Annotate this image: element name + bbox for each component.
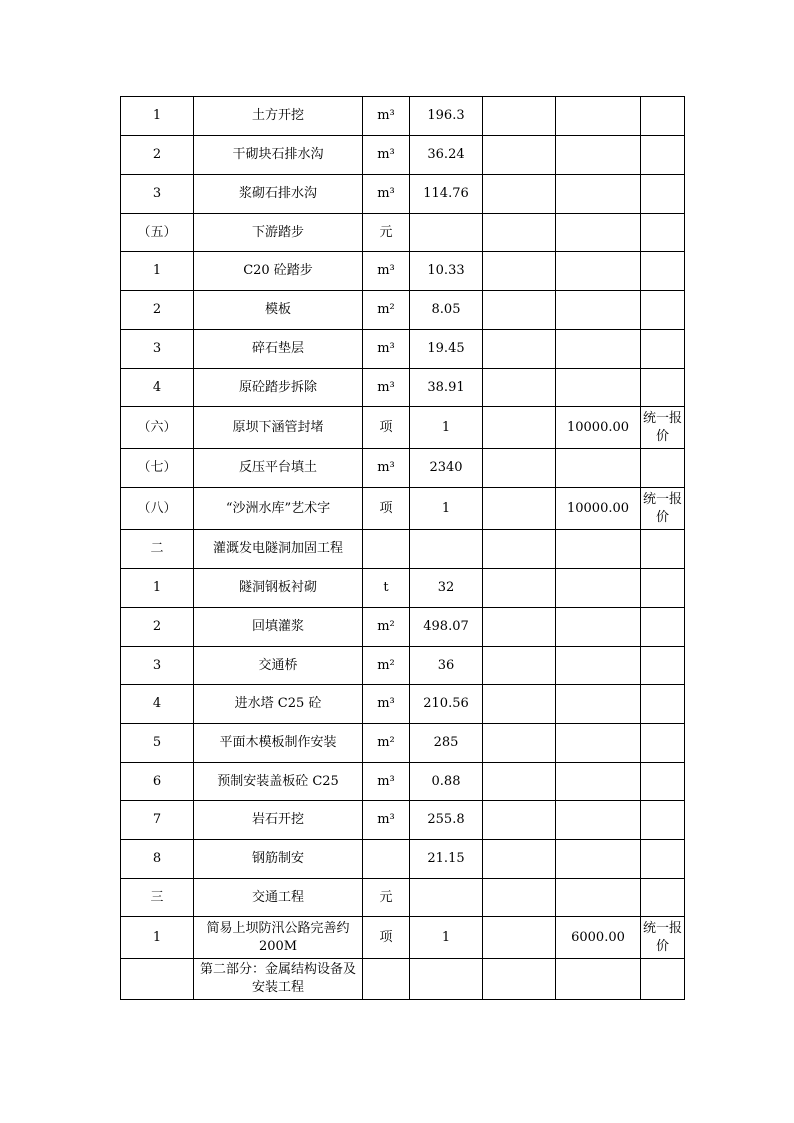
item-total (556, 569, 641, 608)
item-unit-price (483, 917, 556, 959)
item-quantity: 1 (410, 407, 483, 449)
item-quantity: 36.24 (410, 136, 483, 175)
item-total (556, 136, 641, 175)
item-note (641, 840, 685, 879)
item-total: 10000.00 (556, 407, 641, 449)
item-number: 5 (121, 724, 194, 763)
item-number: 8 (121, 840, 194, 879)
item-unit (363, 959, 410, 1000)
item-total (556, 97, 641, 136)
item-unit-price (483, 685, 556, 724)
item-unit-price (483, 369, 556, 407)
item-unit-price (483, 214, 556, 252)
item-number: 1 (121, 252, 194, 291)
item-note (641, 801, 685, 840)
item-quantity: 196.3 (410, 97, 483, 136)
item-total (556, 369, 641, 407)
item-number: （八） (121, 488, 194, 530)
item-quantity: 1 (410, 488, 483, 530)
item-unit: 项 (363, 488, 410, 530)
item-name: 交通桥 (194, 647, 363, 685)
item-unit: m³ (363, 330, 410, 369)
table-row (121, 252, 685, 291)
item-quantity (410, 530, 483, 569)
table-row (121, 763, 685, 801)
item-unit: m³ (363, 136, 410, 175)
item-unit: m³ (363, 175, 410, 214)
item-unit-price (483, 724, 556, 763)
table-row (121, 369, 685, 407)
item-note (641, 685, 685, 724)
item-unit-price (483, 449, 556, 488)
item-name: 进水塔 C25 砼 (194, 685, 363, 724)
item-quantity: 255.8 (410, 801, 483, 840)
item-total (556, 330, 641, 369)
item-unit-price (483, 840, 556, 879)
item-unit-price (483, 136, 556, 175)
item-unit-price (483, 252, 556, 291)
item-note (641, 291, 685, 330)
item-number: 6 (121, 763, 194, 801)
item-number: （五） (121, 214, 194, 252)
item-total (556, 959, 641, 1000)
item-number: 三 (121, 879, 194, 917)
item-total (556, 214, 641, 252)
table-row (121, 801, 685, 840)
item-total (556, 840, 641, 879)
item-unit: m² (363, 724, 410, 763)
item-total (556, 252, 641, 291)
item-total (556, 608, 641, 647)
table-row (121, 97, 685, 136)
table-row (121, 449, 685, 488)
item-quantity: 32 (410, 569, 483, 608)
item-unit-price (483, 97, 556, 136)
item-number: （六） (121, 407, 194, 449)
item-note (641, 879, 685, 917)
item-name: 交通工程 (194, 879, 363, 917)
item-total: 10000.00 (556, 488, 641, 530)
item-number: 3 (121, 175, 194, 214)
item-name: C20 砼踏步 (194, 252, 363, 291)
item-number (121, 959, 194, 1000)
item-number: 2 (121, 136, 194, 175)
table-row (121, 214, 685, 252)
item-name: “沙洲水库”艺术字 (194, 488, 363, 530)
item-note (641, 136, 685, 175)
bill-of-quantities-table (120, 96, 685, 1000)
item-number: 二 (121, 530, 194, 569)
table-row (121, 685, 685, 724)
item-total (556, 763, 641, 801)
item-unit-price (483, 608, 556, 647)
item-unit-price (483, 488, 556, 530)
item-quantity: 0.88 (410, 763, 483, 801)
item-quantity: 2340 (410, 449, 483, 488)
item-name: 平面木模板制作安装 (194, 724, 363, 763)
item-note (641, 763, 685, 801)
item-name: 下游踏步 (194, 214, 363, 252)
item-quantity: 38.91 (410, 369, 483, 407)
item-total (556, 724, 641, 763)
item-unit: m³ (363, 252, 410, 291)
item-number: 1 (121, 97, 194, 136)
table-row (121, 917, 685, 959)
item-note (641, 530, 685, 569)
item-unit-price (483, 291, 556, 330)
item-note: 统一报价 (641, 488, 685, 530)
item-number: 3 (121, 330, 194, 369)
item-quantity: 210.56 (410, 685, 483, 724)
item-unit: m³ (363, 369, 410, 407)
item-unit-price (483, 763, 556, 801)
item-name: 模板 (194, 291, 363, 330)
item-note (641, 959, 685, 1000)
item-unit: m³ (363, 685, 410, 724)
item-quantity: 10.33 (410, 252, 483, 291)
item-total (556, 879, 641, 917)
item-quantity (410, 959, 483, 1000)
item-unit (363, 840, 410, 879)
item-quantity: 8.05 (410, 291, 483, 330)
item-number: （七） (121, 449, 194, 488)
item-total (556, 291, 641, 330)
item-unit: 项 (363, 407, 410, 449)
table-row (121, 608, 685, 647)
item-total (556, 647, 641, 685)
item-quantity (410, 214, 483, 252)
item-quantity: 498.07 (410, 608, 483, 647)
table-row (121, 959, 685, 1000)
item-unit-price (483, 407, 556, 449)
item-quantity: 21.15 (410, 840, 483, 879)
item-total (556, 801, 641, 840)
item-name: 回填灌浆 (194, 608, 363, 647)
item-unit: m³ (363, 801, 410, 840)
item-unit-price (483, 959, 556, 1000)
item-name: 简易上坝防汛公路完善约200M (194, 917, 363, 959)
table-row (121, 291, 685, 330)
item-unit: m² (363, 291, 410, 330)
item-unit-price (483, 569, 556, 608)
item-unit-price (483, 647, 556, 685)
item-name: 灌溉发电隧洞加固工程 (194, 530, 363, 569)
item-unit-price (483, 330, 556, 369)
item-name: 干砌块石排水沟 (194, 136, 363, 175)
item-total (556, 530, 641, 569)
item-total (556, 449, 641, 488)
item-unit-price (483, 801, 556, 840)
item-unit: 元 (363, 214, 410, 252)
item-unit: m³ (363, 449, 410, 488)
item-note: 统一报价 (641, 407, 685, 449)
item-unit: m² (363, 608, 410, 647)
item-unit: m³ (363, 97, 410, 136)
item-name: 岩石开挖 (194, 801, 363, 840)
item-number: 4 (121, 685, 194, 724)
item-note (641, 330, 685, 369)
table-row (121, 840, 685, 879)
item-quantity: 1 (410, 917, 483, 959)
table-row (121, 136, 685, 175)
item-number: 2 (121, 608, 194, 647)
item-name: 反压平台填土 (194, 449, 363, 488)
table-row (121, 488, 685, 530)
table-row (121, 569, 685, 608)
item-unit-price (483, 530, 556, 569)
item-note (641, 252, 685, 291)
item-number: 1 (121, 569, 194, 608)
table-row (121, 407, 685, 449)
item-unit: m² (363, 647, 410, 685)
item-unit: 元 (363, 879, 410, 917)
item-note (641, 647, 685, 685)
item-number: 1 (121, 917, 194, 959)
item-quantity (410, 879, 483, 917)
item-name: 隧洞钢板衬砌 (194, 569, 363, 608)
item-unit (363, 530, 410, 569)
table-row (121, 724, 685, 763)
table-row (121, 879, 685, 917)
item-number: 7 (121, 801, 194, 840)
item-unit-price (483, 879, 556, 917)
table-row (121, 330, 685, 369)
table-row (121, 647, 685, 685)
item-note (641, 214, 685, 252)
item-name: 预制安装盖板砼 C25 (194, 763, 363, 801)
item-note (641, 175, 685, 214)
item-name: 原砼踏步拆除 (194, 369, 363, 407)
item-note (641, 97, 685, 136)
item-number: 2 (121, 291, 194, 330)
item-note (641, 724, 685, 763)
item-note (641, 569, 685, 608)
item-name: 浆砌石排水沟 (194, 175, 363, 214)
item-number: 4 (121, 369, 194, 407)
item-unit: 项 (363, 917, 410, 959)
item-quantity: 36 (410, 647, 483, 685)
item-note (641, 369, 685, 407)
item-total (556, 175, 641, 214)
item-unit: t (363, 569, 410, 608)
item-name: 钢筋制安 (194, 840, 363, 879)
item-name: 土方开挖 (194, 97, 363, 136)
item-note: 统一报价 (641, 917, 685, 959)
table-row (121, 530, 685, 569)
item-name: 原坝下涵管封堵 (194, 407, 363, 449)
item-name: 第二部分：金属结构设备及安装工程 (194, 959, 363, 1000)
item-quantity: 19.45 (410, 330, 483, 369)
item-note (641, 449, 685, 488)
item-note (641, 608, 685, 647)
item-number: 3 (121, 647, 194, 685)
item-quantity: 114.76 (410, 175, 483, 214)
item-unit: m³ (363, 763, 410, 801)
item-total: 6000.00 (556, 917, 641, 959)
item-total (556, 685, 641, 724)
item-quantity: 285 (410, 724, 483, 763)
table-row (121, 175, 685, 214)
item-name: 碎石垫层 (194, 330, 363, 369)
item-unit-price (483, 175, 556, 214)
